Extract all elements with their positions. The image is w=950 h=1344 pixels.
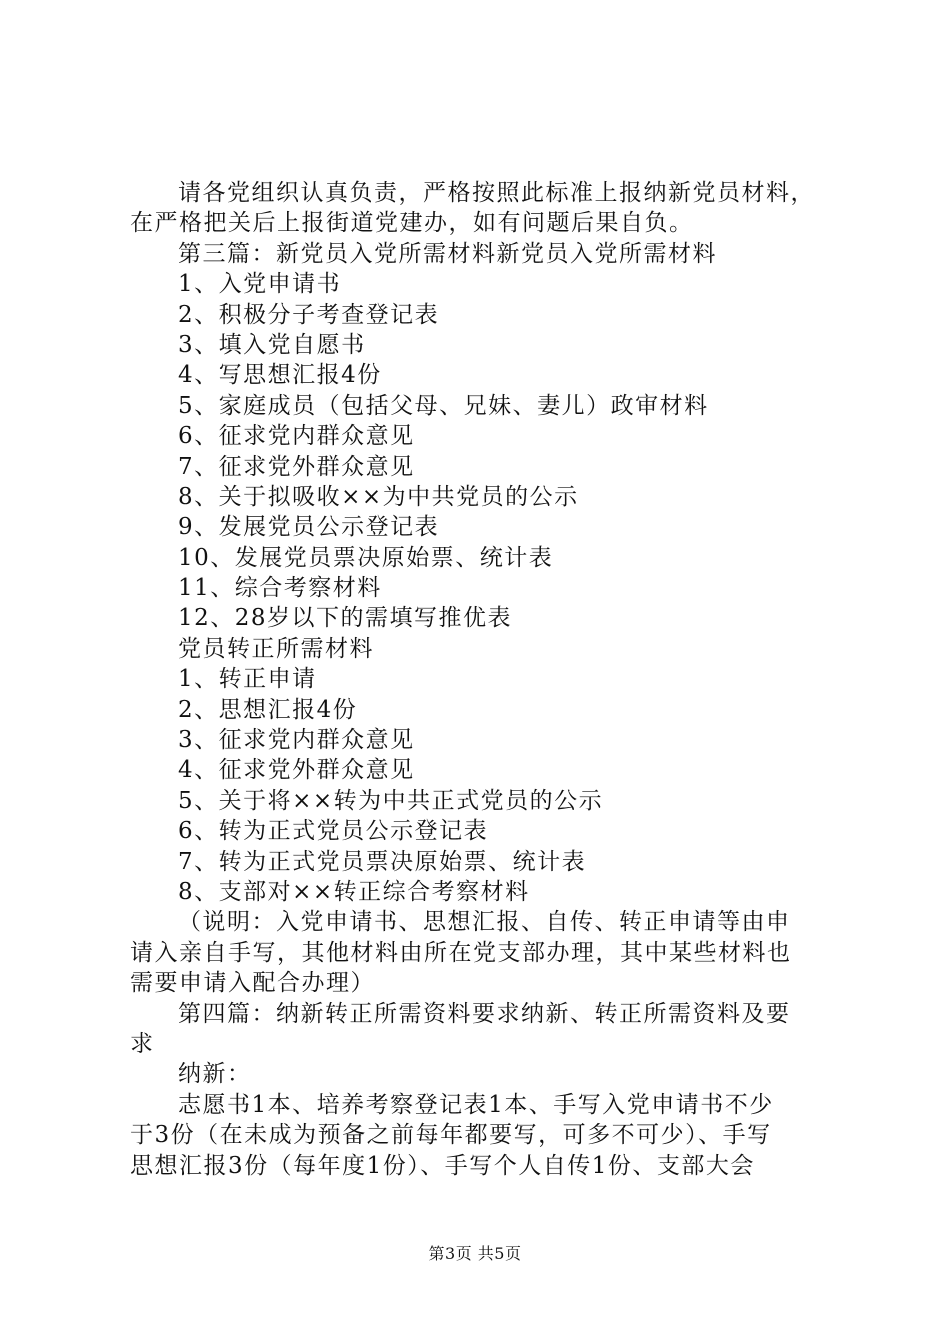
paragraph-line: 请各党组织认真负责，严格按照此标准上报纳新党员材料，	[178, 180, 815, 206]
note-line: 请入亲自手写，其他材料由所在党支部办理，其中某些材料也	[130, 939, 792, 966]
paragraph-line: 思想汇报3份（每年度1份）、手写个人自传1份、支部大会	[130, 1152, 755, 1179]
list-item: 6、转为正式党员公示登记表	[178, 818, 489, 845]
paragraph-line: 于3份（在未成为预备之前每年都要写，可多不可少）、手写	[130, 1122, 772, 1149]
note-line: （说明：入党申请书、思想汇报、自传、转正申请等由申	[178, 909, 791, 936]
list-item: 5、家庭成员（包括父母、兄妹、妻儿）政审材料	[178, 392, 709, 419]
list-item: 2、思想汇报4份	[178, 696, 358, 723]
list-item: 11、综合考察材料	[178, 575, 382, 602]
paragraph-line: 志愿书1本、培养考察登记表1本、手写入党申请书不少	[178, 1091, 774, 1118]
list-item: 2、积极分子考查登记表	[178, 301, 440, 328]
section-heading: 第三篇：新党员入党所需材料新党员入党所需材料	[178, 240, 717, 267]
list-item: 6、征求党内群众意见	[178, 423, 415, 450]
section-heading: 第四篇：纳新转正所需资料要求纳新、转正所需资料及要	[178, 1000, 791, 1027]
section-heading: 求	[130, 1030, 155, 1057]
list-item: 3、征求党内群众意见	[178, 727, 415, 754]
list-item: 7、转为正式党员票决原始票、统计表	[178, 848, 587, 875]
list-item: 3、填入党自愿书	[178, 331, 366, 358]
list-item: 4、写思想汇报4份	[178, 362, 382, 389]
subsection-heading: 纳新：	[178, 1061, 252, 1088]
subsection-heading: 党员转正所需材料	[178, 635, 374, 662]
paragraph-line: 在严格把关后上报街道党建办，如有问题后果自负。	[130, 210, 694, 237]
page-number-footer: 第3页 共5页	[428, 1244, 522, 1263]
list-item: 5、关于将××转为中共正式党员的公示	[178, 787, 604, 814]
list-item: 9、发展党员公示登记表	[178, 514, 440, 541]
list-item: 4、征求党外群众意见	[178, 757, 415, 784]
list-item: 1、入党申请书	[178, 271, 342, 298]
list-item: 10、发展党员票决原始票、统计表	[178, 544, 554, 571]
list-item: 1、转正申请	[178, 666, 317, 693]
list-item: 12、28岁以下的需填写推优表	[178, 605, 513, 632]
list-item: 8、关于拟吸收××为中共党员的公示	[178, 483, 579, 510]
note-line: 需要申请入配合办理）	[130, 970, 375, 997]
document-body	[130, 178, 830, 1181]
list-item: 7、征求党外群众意见	[178, 453, 415, 480]
list-item: 8、支部对××转正综合考察材料	[178, 878, 530, 905]
